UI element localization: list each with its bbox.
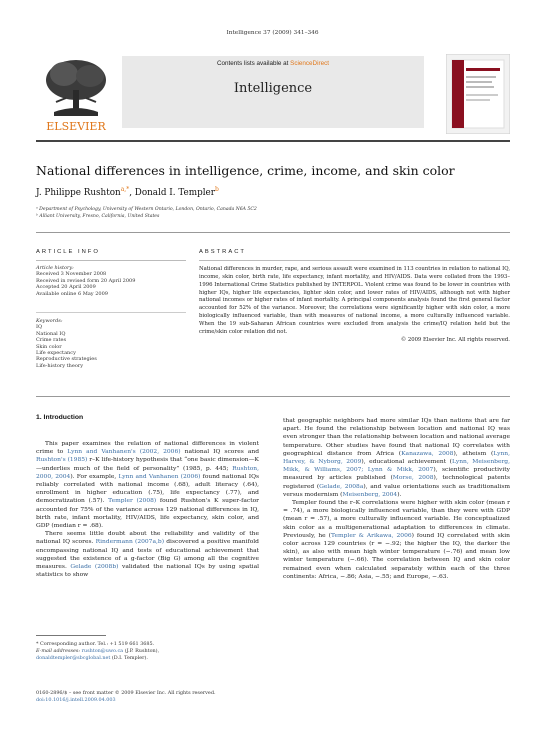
citation-link[interactable]: Kanazawa, 2008: [401, 449, 454, 457]
text-run: ). For example,: [70, 472, 119, 480]
introduction-heading: 1. Introduction: [36, 414, 84, 421]
abstract-heading: ABSTRACT: [199, 249, 246, 255]
text-run: ), atheism (: [453, 449, 494, 457]
front-matter-info: [36, 690, 336, 704]
citation-link[interactable]: Templer (2008): [108, 497, 157, 505]
keywords-label: Keywords:: [36, 318, 63, 324]
article-info-heading: ARTICLE INFO: [36, 249, 100, 255]
left-column: [36, 440, 259, 579]
citation-link[interactable]: Rushton, 2000, 2004: [36, 464, 259, 480]
history-accepted: Accepted 20 April 2009: [36, 284, 96, 291]
journal-reference: Intelligence 37 (2009) 341–346: [226, 30, 319, 36]
affiliation-a: ᵃ Department of Psychology, University of Western Ontario, London, Ontario, Canada N6A 5C2: [36, 207, 257, 212]
author-rushton[interactable]: J. Philippe Rushton: [36, 187, 121, 198]
keyword-item: National IQ: [36, 330, 66, 337]
journal-name[interactable]: Intelligence: [233, 81, 313, 96]
citation-link[interactable]: Rushton's (1985): [36, 456, 88, 464]
email-link-templer[interactable]: donaldtempler@sbcglobal.net: [36, 655, 111, 661]
intro-paragraph-2: [36, 530, 259, 579]
text-run: ), educational achievement (: [361, 458, 452, 466]
intro-paragraph-1: [36, 440, 259, 530]
email-owner-templer: (D.I. Templer).: [110, 655, 148, 661]
article-history: [36, 265, 186, 297]
author-rushton-affil-marker[interactable]: a,*: [120, 186, 130, 193]
email-line-2: [36, 655, 259, 662]
text-run: r–K life-history hypothesis that “one basic dimension—K—underlies much of the field of personality” (1985, p. 445;: [36, 456, 259, 472]
text-run: There seems little doubt about the reliability and validity of the national IQ scores.: [36, 530, 259, 546]
author-line: [36, 186, 219, 198]
publisher-wordmark: ELSEVIER: [46, 120, 106, 133]
text-run: ) found IQ correlated with skin color across 129 countries (r = −.92; the higher the IQ, the darker the skin), as also with mean high winter temperature (−.76) and mean low winter temperature (−.66). The correlation between IQ and skin color remained even when calculated separately within each of the three continents: Africa, −.86; Asia, −.55; and Europe, −.63.: [283, 531, 510, 580]
article-info-rule: [36, 260, 186, 261]
text-run: that geographic neighbors had more similar IQs than nations that are far apart. He found the relationship between location and national IQ was even stronger than the relationship between location and national average temperature. Other studies have found that national IQ correlates with geographical distance from Africa (: [283, 417, 510, 457]
citation-link[interactable]: Rindermann (2007a,b): [95, 538, 165, 546]
citation-link[interactable]: Gelade, 2008a: [319, 482, 364, 490]
right-paragraph-1: [283, 417, 510, 499]
history-online: Available online 6 May 2009: [36, 290, 108, 297]
article-title: National differences in intelligence, crime, income, and skin color: [36, 163, 455, 178]
keyword-item: Crime rates: [36, 337, 67, 344]
keywords-rule: [36, 312, 186, 313]
history-revised: Received in revised form 20 April 2009: [36, 277, 136, 284]
text-run: discovered a positive manifold encompassing national IQ and tests of educational achievement that suggested the existence of a g-factor (Big G) among all the cognitive measures.: [36, 538, 259, 571]
email-link-rushton[interactable]: rushton@uwo.ca: [81, 648, 124, 654]
footnote-rule: [36, 635, 106, 636]
citation-link[interactable]: Lynn, Meisenberg, Mikk, & Williams, 2007; Lynn & Mikk, 2007: [283, 458, 510, 474]
citation-link[interactable]: Gelade (2008b): [70, 563, 119, 571]
keyword-item: Life expectancy: [36, 350, 76, 357]
abstract-bottom-rule: [36, 396, 510, 397]
text-run: Templer found the r–K correlations were higher with skin color (mean r = .74), a more biologically influenced variable, than they were with GDP (mean r = .57), a more culturally influenced variable. He conceptualized skin color as a multigenerational adaptation to differences in climate. Previously, he (: [283, 499, 510, 539]
history-label: Article history:: [36, 265, 74, 271]
citation-link[interactable]: Morse, 2008: [392, 474, 434, 482]
citation-link[interactable]: Lynn, Harvey, & Nyborg, 2009: [283, 449, 510, 466]
keyword-item: Reproductive strategies: [36, 356, 97, 363]
text-run: found national IQs reliably correlated with national income (.68), adult literacy (.64), enrollment in higher education (.75), life expectancy (.77), and democratization (.57).: [36, 472, 259, 505]
text-run: national IQ scores and: [180, 448, 259, 456]
abstract-body: [199, 266, 510, 344]
citation-link[interactable]: Lynn and Vanhanen's (2002, 2006): [67, 448, 181, 456]
doi-link[interactable]: doi:10.1016/j.intell.2009.04.003: [36, 697, 116, 703]
elsevier-logo: [36, 54, 116, 134]
citation-link[interactable]: Lynn and Vanhanen (2006): [118, 472, 201, 480]
journal-cover-image: [446, 54, 510, 134]
section-rule: [36, 232, 510, 233]
email-owner-rushton: (J.P. Rushton),: [123, 648, 160, 654]
right-column: [283, 417, 510, 581]
sciencedirect-link[interactable]: ScienceDirect: [290, 60, 329, 67]
footnotes: [36, 641, 259, 662]
email-label: E-mail addresses:: [36, 648, 82, 654]
header-rule: [36, 140, 510, 142]
text-run: This paper examines the relation of national differences in violent crime to: [36, 440, 259, 456]
keyword-item: Life-history theory: [36, 362, 84, 369]
author-separator: ,: [129, 187, 135, 198]
affiliations: [36, 206, 257, 220]
email-line: [36, 648, 259, 655]
affiliation-b: ᵇ Alliant University, Fresno, California, United States: [36, 214, 160, 219]
text-run: ), and value orientations such as traditionalism versus modernism (: [283, 482, 511, 498]
author-templer-affil-marker[interactable]: b: [214, 186, 219, 193]
contents-line: [122, 60, 424, 67]
author-templer[interactable]: Donald I. Templer: [134, 187, 215, 198]
keywords-list: [36, 318, 186, 369]
citation-link[interactable]: Meisenberg, 2004: [342, 490, 398, 498]
issn-line: 0160-2896/$ – see front matter © 2009 Elsevier Inc. All rights reserved.: [36, 690, 216, 696]
abstract-copyright: © 2009 Elsevier Inc. All rights reserved.: [400, 336, 510, 343]
citation-link[interactable]: Templer & Arikawa, 2006: [330, 531, 412, 539]
text-run: ), scientific productivity measured by articles published (: [283, 466, 510, 482]
text-run: found Rushton's K super-factor accounted for 75% of the variance across 129 national differences in IQ, birth rate, infant mortality, HIV/AIDS, life expectancy, skin color, and GDP (median r = .68).: [36, 497, 259, 530]
abstract-text: National differences in murder, rape, and serious assault were examined in 113 countries in relation to national IQ, income, skin color, birth rate, life expectancy, infant mortality, and HIV/AIDS. Data were collated from the 1993–1996 International Crime Statistics published by INTERPOL. Violent crime was found to be lower in countries with higher IQs, higher life expectancies, lighter skin color, and lower rates of HIV/AIDS, although not with higher national incomes or higher rates of infant mortality. A principal components analysis found the first general factor accounted for 52% of the variance. Moreover, the correlations were significantly higher with skin color, a more biologically influenced variable, than with measures of national income, a more culturally influenced variable. When the 19 sub-Saharan African countries were excluded from analysis the crime/IQ relation held but the crime/skin color relation did not.: [199, 266, 510, 335]
text-run: validated the national IQs by using spatial statistics to show: [36, 563, 260, 579]
abstract-rule: [199, 260, 510, 261]
text-run: ).: [397, 490, 402, 498]
corresponding-author-note: * Corresponding author. Tel.: +1 519 661 3685.: [36, 641, 155, 647]
keyword-item: Skin color: [36, 343, 62, 350]
contents-prefix: Contents lists available at: [216, 60, 291, 67]
keyword-item: IQ: [36, 324, 43, 331]
text-run: ), technological patents registered (: [283, 474, 510, 490]
right-paragraph-2: [283, 499, 510, 581]
history-received: Received 3 November 2008: [36, 271, 107, 278]
